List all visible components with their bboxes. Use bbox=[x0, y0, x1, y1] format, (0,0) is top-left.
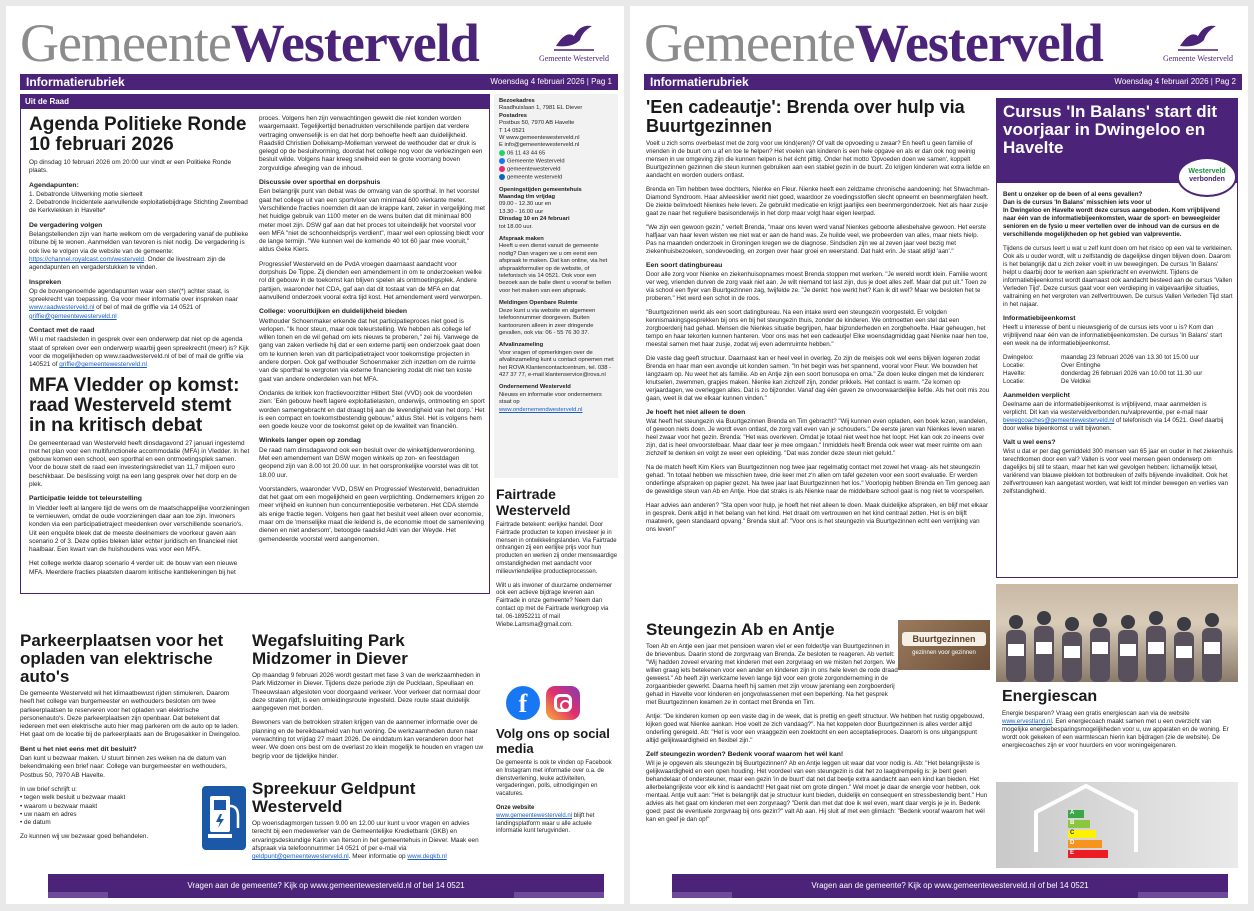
wegafsluiting-title: Wegafsluiting Park Midzomer in Diever bbox=[252, 632, 408, 668]
contact-heading: Contact met de raad bbox=[29, 327, 95, 335]
cursus-intro: Dan is de cursus 'In Balans' misschien iets voor u! bbox=[1003, 199, 1152, 206]
ondernemend-text: Nieuws en informatie voor ondernemers staat op bbox=[499, 391, 602, 406]
list-item: • uw naam en adres bbox=[20, 810, 77, 818]
ondernemend-link[interactable]: www.ondernemendwesterveld.nl bbox=[499, 406, 583, 413]
instagram-name[interactable]: gemeentewesterveld bbox=[507, 166, 561, 173]
mfa-title: MFA Vledder op komst: raad Westerveld stemt in na kritisch debat bbox=[29, 374, 240, 436]
cadeautje-text: "We zijn een gewoon gezin," vertelt Brenda, "maar ons leven werd vanaf Nienkes geboorte allesbehalve gewoon. Het eerste halfjaar van haar leven wisten we niet wat er aan de hand was. Ze huilde veel, we probeerden van alles, maar niets hielp. Pas na maanden onderzoek in Groningen kregen we de diagnose. Sindsdien zijn we al zeven jaar veel bezig met ziekenhuisbezoeken, sondevoeding, en zorgen over haar groei en weerstand. Dat hakt erin. Je staat altijd 'aan'." bbox=[646, 224, 987, 255]
energy-label-letter: C bbox=[1070, 830, 1075, 836]
cadeautje-text: Na de match heeft Kim Kiers van Buurtgezinnen nog twee jaar regelmatig contact met zowel het vraag- als het steungezin gehad. "In totaal hebben we misschien twee, drie keer met z'n allen om tafel gezeten voor een soort evaluatie. Er werden onderlinge afspraken op papier gezet. Na twee jaar laat Buurtgezinnen het los." Voorlopig hebben Brenda en Tim genoeg aan de geweldige steun van Ab en Antje. Hoe dat straks is als Nienke naar de middelbare school gaat is nog niet te voorspellen. bbox=[646, 464, 990, 495]
inspreken-text: Op de bovengenoemde agendapunten waar een ster(*) achter staat, is spreekrecht van toepassing. Ga voor meer informatie over inspreken naar www.raadwesterveld.nl of bel of mail de griffie via 14 0521 of griffie@gemeentewesterveld.nl bbox=[29, 287, 238, 320]
energy-label-letter: E bbox=[1070, 850, 1075, 856]
meld-text: Deze kunt u via website en algemeen telefoonnummer doorgeven. Buiten kantooruren alleen in zeer dringende gevallen, ook via: 06 - 55 76 30 37. bbox=[499, 307, 596, 336]
footer-stripe bbox=[1138, 892, 1228, 898]
energy-label-letter: D bbox=[1070, 840, 1075, 846]
info-bar-date: Woensdag 4 februari 2026 | Pag 2 bbox=[1114, 77, 1236, 86]
page-2 bbox=[630, 6, 1248, 904]
agenda-point: 1. Debatronde Uitwerking motie sierteelt bbox=[29, 190, 143, 198]
bird-logo-icon bbox=[1176, 20, 1220, 52]
griffie-email-link[interactable]: griffie@gemeentewesterveld.nl bbox=[29, 312, 117, 320]
cursus-text: Wist u dat er per dag gemiddeld 300 mensen van 65 jaar en ouder in het ziekenhuis terechtkomen door een val? Vallen is voor veel mensen geen onderwerp om dagelijks bij stil te staan, maar het kan wel gevolgen hebben: lichamelijk letsel, variërend van blauwe plekken tot botbreuken of zelfs blijvende invaliditeit. Ook het zelfvertrouwen kan aangetast worden, wat leidt tot minder bewegen en verlies van zelfstandigheid. bbox=[1003, 448, 1233, 495]
cursus-text: Heeft u interesse of bent u nieuwsgierig of de cursus iets voor u is? Kom dan vrijblijvend naar één van de informatiebijeenkomsten. De cursus 'In Balans' start een week na de informatiebijeenkomst. bbox=[1003, 324, 1223, 347]
linkedin-icon bbox=[499, 174, 505, 180]
cadeautje-text: Door alle zorg voor Nienke en ziekenhuisopnames moest Brenda stoppen met werken. "Je wereld wordt klein. Familie woont ver weg, vrienden durven de zorg vaak niet aan. Je wilt niemand tot last zijn, dus je doet alles zelf. Maar dat put uit." Toen ze via school een flyer van Buurtgezinnen zag, twijfelde ze. "Je denkt: hoe werkt het? Kan ik dit wel? Maar we besloten het te proberen." Het werd een schot in de roos. bbox=[646, 271, 987, 302]
cadeautje-text: Haar advies aan anderen? "Sta open voor hulp, je hoeft het niet alleen te doen. Maak duidelijke afspraken, en blijf met elkaar in gesprek. Denk altijd in het belang van het kind. Het draait om vertrouwen en het kind centraal zetten. Het is en blijft maatwerk, geen standaard opvang." Brenda sluit af: "Voor ons is het steungezin via Buurtgezinnen echt een verrijking van ons leven!" bbox=[646, 502, 989, 533]
logo-text: Gemeente Westerveld bbox=[1162, 54, 1234, 63]
table-row bbox=[1003, 378, 1233, 386]
schedule-label: Havelte: bbox=[1003, 370, 1026, 377]
inspreken-heading: Inspreken bbox=[29, 278, 62, 286]
raad-header: Uit de Raad bbox=[21, 95, 489, 109]
social-text: De gemeente is ook te vinden op Facebook en Instagram met informatie over o.a. de dienstverlening, leuke activiteiten, vergaderingen, polls, uitnodigingen en vacatures. bbox=[496, 760, 612, 798]
buurtgezinnen-logo-text: Buurtgezinnen bbox=[902, 632, 986, 646]
website[interactable]: W www.gemeentewesterveld.nl bbox=[499, 135, 580, 142]
footer-stripe bbox=[514, 892, 604, 898]
schedule-label: Dwingeloo: bbox=[1003, 354, 1034, 361]
raad-subheading: College: vooruitkijken en duidelijkheid bieden bbox=[259, 308, 408, 316]
footer-bar bbox=[672, 874, 1228, 898]
group-photo bbox=[996, 584, 1238, 682]
cursus-subheading: Aanmelden verplicht bbox=[1003, 392, 1070, 399]
raad-paragraph: Wethouder Schoenmaker erkende dat het participatieproces niet goed is verlopen. "Ik hoor steun, maar ook teleurstelling. We hebben als college lef willen tonen en de wil gehad om iets nieuws te proberen," zei hij. Vanwege de gang van zaken verliede hij dat er een externe partij een onderzoek gaat doen om te kunnen leren van dit participatietraject voor toekomstige projecten in andere dorpen. Ook gaf wethouder Schoenmaker zich inzetten om de ruimte van de sporthal te vergroten via externe financiering zodat dit niet ten koste gaat van andere onderdelen van het MFA. bbox=[259, 317, 480, 383]
masthead-gemeente: Gemeente bbox=[20, 13, 231, 73]
masthead-westerveld: Westerveld bbox=[854, 13, 1103, 73]
raad-subheading: Discussie over sporthal en dorpshuis bbox=[259, 179, 381, 187]
info-bar-label: Informatierubriek bbox=[26, 75, 125, 89]
facebook-icon bbox=[499, 158, 505, 164]
opening-line: Dinsdag 10 en 24 februari bbox=[499, 216, 570, 223]
social-section bbox=[496, 726, 618, 868]
parkeer-text: Dan kunt u bezwaar maken. U stuurt binnen zes weken na de datum van bekendmaking een brief naar: College van burgemeester en wethouders, Postbus 50, 7970 AB Havelte. bbox=[20, 755, 227, 779]
mfa-subheading: Participatie leidde tot teleurstelling bbox=[29, 495, 142, 503]
afval-heading: Afvalinzameling bbox=[499, 342, 544, 349]
volgen-text: Belangstellenden zijn van harte welkom om de vergadering vanaf de publieke tribune bij te wonen. Aanmelden van tevoren is niet nodig. De vergadering is ook live te volgen via de website van de gemeente: https://channel.royalcast.com/westerveld. Onder de livestream zijn de agendapunten en vergaderstukken te vinden. bbox=[29, 231, 249, 272]
table-row bbox=[1003, 354, 1233, 362]
energiescan-title: Energiescan bbox=[1002, 688, 1098, 705]
cadeautje-subheading: Een soort datingbureau bbox=[646, 262, 723, 269]
livestream-link[interactable]: https://channel.royalcast.com/westerveld bbox=[29, 255, 145, 263]
raad-paragraph: proces. Volgens hen zijn verwachtingen gewekt die niet konden worden waargemaakt. Tegelijkertijd benadrukten verschillende partijen dat verdere vertraging onwenselijk is en dat het dorp behoefte heeft aan duidelijkheid. Raadslid Christien Dollekamp-Molleman verweet de wethouder dat er druk is gelegd op de besluitvorming, doordat het college nog voor de verkiezingen een besluit wilde. Volgens haar kreeg snelheid een te grote voorrang boven zorgvuldige afweging van de inhoud. bbox=[259, 115, 483, 172]
energiescan-text: Energie besparen? Vraag een gratis energiescan aan via de website www.ervestland.nl. Een energiecoach maakt samen met u een overzicht van mogelijke energiebesparingsmogelijkheden voor u, uw apparaten en de woning. Er wordt ook gekeken of een warmtescan hierin kan bijdragen (zie de website). De energiecoaches zijn er voor huurders en voor woningeigenaren. bbox=[1002, 710, 1229, 749]
spreekuur-section bbox=[252, 780, 488, 868]
parkeer-text: De gemeente Westerveld wil het klimaatbewust rijden stimuleren. Daarom heeft het college van burgemeester en wethouders besloten om twee parkeerplaatsen te reserveren voor het opladen van elektrische personenauto's. Deze parkeerplaatsen zijn openbaar. Dat betekent dat iedereen met een elektrische auto hier mag parkeren om de auto op te laden. Het gaat om de locatie bij de parkeerplaats aan de Brugesakker in Dwingeloo. bbox=[20, 690, 241, 739]
wegafsluiting-text: Bewoners van de betrokken straten krijgen van de aannemer informatie over de planning en de bereikbaarheid van hun woning. De werkzaamheden duren naar verwachting tot vrijdag 27 maart 2026. De einddatum kan veranderen door het weer. We doen ons best om de overlast zo klein mogelijk te houden en vragen uw begrip voor de tijdelijke hinder. bbox=[252, 719, 484, 760]
email[interactable]: E info@gemeentewesterveld.nl bbox=[499, 142, 580, 149]
cursus-schedule bbox=[1003, 354, 1233, 386]
badge-line: verbonden bbox=[1189, 176, 1225, 183]
website-heading: Onze website bbox=[496, 804, 535, 811]
raad-paragraph: Een belangrijk punt van debat was de omvang van de sporthal. In het voorstel gaat het college uit van een sportvloer van minimaal 600 vierkante meter. Verschillende fracties noemden dit aan de krappe kant, zeker in vergelijking met het huidige gebruik van 1100 meter en de wens buiten dat dit minimaal 800 meter moet zijn. DSW gaf aan dat het proces tot uiteindelijk het voorstel voor een MFA "niet de schoonheidsprijs verdient", maar wel een oplossing biedt voor de lange termijn. "We kunnen wel de komende 40 tot 60 jaar mee vooruit," aldus Geke Kiers. bbox=[259, 188, 485, 254]
afspraak-text: Heeft u een dienst vanuit de gemeente nodig? Dan vragen we u om eerst een afspraak te maken. Dat kan online, via het afspraakformulier op de website, of telefonisch via 14 0521. Ook voor een bezoek aan de balie dient u vooraf te bellen voor het maken van een afspraak. bbox=[499, 243, 612, 294]
info-bar-label: Informatierubriek bbox=[650, 75, 749, 89]
table-row bbox=[1003, 370, 1233, 378]
masthead-westerveld: Westerveld bbox=[230, 13, 479, 73]
whatsapp-number[interactable]: 06 11 43 44 65 bbox=[507, 150, 546, 157]
geldpunt-email-link[interactable]: geldpunt@gemeentewesterveld.nl bbox=[252, 853, 349, 861]
house-energy-icon bbox=[996, 782, 1238, 868]
list-item: • waarom u bezwaar maakt bbox=[20, 802, 98, 810]
parkeer-text: Zo kunnen wij uw bezwaar goed behandelen. bbox=[20, 833, 149, 841]
list-item: • tegen welk besluit u bezwaar maakt bbox=[20, 794, 126, 802]
raad-paragraph: Progressief Westerveld en de PvdA vroegen daarnaast aandacht voor dorpshuis De Tippe. Zij dienden een amendement in om te onderzoeken welke rol dit gebouw in de toekomst kan blijven spelen als ontmoetingsplek. Andere partijen, waaronder het CDA, gaf aan dat dit tostaat van de MFA en dat aanvullend onderzoek vooral extra tijd kost. Het amendement werd verworpen. bbox=[259, 260, 482, 301]
fairtrade-text: Fairtrade betekent: eerlijke handel. Door Fairtrade producten te kopen investeer je in mensen in ontwikkelingslanden. Via Fairtrade ontvangen zij een eerlijke prijs voor hun producten en werken zij onder menswaardige omstandigheden met aandacht voor milieuvriendelijke productieprocessen. bbox=[496, 522, 618, 575]
schedule-value: De Veldkei bbox=[1061, 378, 1091, 385]
contact-sidebar bbox=[494, 94, 618, 478]
website-text: blijft het landingsplatform waar u alle actuele informatie kunt terugvinden. bbox=[496, 812, 595, 835]
cursus-text: Deelname aan de informatiebijeenkomst is vrijblijvend, maar aanmelden is verplicht. Dit kan via westerveldverbonden.nu/valpreventie, per e-mail naar bewegcoaches@gemeentewesterveld.nl of telefonisch via 14 0521. Geef daarbij door welke bijeenkomst u wilt bijwonen. bbox=[1003, 401, 1224, 432]
info-bar bbox=[20, 74, 618, 90]
linkedin-name[interactable]: gemeente westerveld bbox=[507, 174, 563, 181]
facebook-name[interactable]: Gemeente Westerveld bbox=[507, 158, 565, 165]
opening-line: Maandag t/m vrijdag bbox=[499, 194, 556, 200]
contact-text: Wil u met raadsleden in gesprek over een onderwerp dat niet op de agenda staat of spreken over een onderwerp waarbij geen spreekrecht (meer) is? Kijk voor de mogelijkheden op www.raadwesterveld.nl of bel of mail de griffie via 140521 of griffie@gemeentewesterveld.nl bbox=[29, 336, 249, 369]
buurtgezinnen-logo-sub: gezinnen voor gezinnen bbox=[912, 650, 976, 656]
logo-text: Gemeente Westerveld bbox=[538, 54, 610, 63]
cadeautje-text: Wat heeft het steungezin via Buurtgezinnen Brenda en Tim gebracht? "Wij kunnen even opladen, een boek lezen, wandelen, of gewoon niets doen. Je wordt even ontlast, de zorg valt even van je schouders." De eerste jaren van Nienkes leven waren heel zwaar voor het gezin. Brenda: "Het was overleven. Omdat je totaal niet weet hoe het loopt. Het kan ook zo ineens over zijn, dat is heel onvoorstelbaar. Maar daar leer je mee omgaan." Inmiddels heeft Brenda ook weer wat meer ruimte om aan zichzelf te denken en volgt ze weer een opleiding. "Dat was zonder deze steun niet gelukt." bbox=[646, 418, 988, 457]
agenda-title: Agenda Politieke Ronde 10 februari 2026 bbox=[29, 115, 247, 155]
wegafsluiting-text: Op maandag 9 februari 2026 wordt gestart met fase 3 van de werkzaamheden in Park Midzomer in Diever. Tijdens deze periode zijn de Pucklaan, Speullaan en Theeuwslaan afgesloten voor doorgaand verkeer. Voor verkeer dat normaal door deze straten rijdt, is een omleidingsroute ingesteld. Deze route staat duidelijk aangegeven met borden. bbox=[252, 672, 481, 713]
cadeautje-text: "Buurtgezinnen werkt als een soort datingbureau. Na een intake werd een steungezin voorgesteld. Er volgden kennismakingsgesprekken bij ons en bij het steungezin thuis, zonder de kinderen. We ontmoetten een stel dat een zorgboerderij had gehad. Mensen die Nienkes situatie begrijpen, haar bijzonderheden en zorgbehoefte. Haar geheugen, het tempo en haar tekorten kunnen hanteren. Voor ons was het een cadeautje! Elke woensdagmiddag gaat Nienke naar hen toe, meestal samen met haar zusje, zodat wij even ademruimte hebben." bbox=[646, 309, 989, 348]
info-bar bbox=[644, 74, 1242, 90]
fairtrade-title: Fairtrade Westerveld bbox=[496, 486, 571, 518]
schedule-label: Locatie: bbox=[1003, 362, 1025, 369]
ev-charging-icon bbox=[202, 786, 246, 850]
cadeautje-subheading: Je hoeft het niet alleen te doen bbox=[646, 409, 746, 416]
meld-heading: Meldingen Openbare Ruimte bbox=[499, 300, 578, 307]
facebook-icon[interactable]: f bbox=[506, 686, 540, 720]
agenda-intro: Op dinsdag 10 februari 2026 om 20:00 uur vindt er een Politieke Ronde plaats. bbox=[29, 159, 232, 175]
cursus-title: Cursus 'In Balans' start dit voorjaar in Dwingeloo en Havelte bbox=[1003, 102, 1218, 157]
footer-text: Vragen aan de gemeente? Kijk op www.gemeentewesterveld.nl of bel 14 0521 bbox=[187, 881, 465, 890]
spreekuur-text: Op woensdagmorgen tussen 9.00 en 12.00 uur kunt u voor vragen en advies terecht bij een medewerker van de Gemeentelijke Kredietbank (GKB) en ervaringsdeskundige Karin van Iterson in het gemeentehuis in Diever. Maak een afspraak via telefoonnummer 14 0521 of per e-mail via geldpunt@gemeentewesterveld.nl. Meer informatie op www.degkb.nl bbox=[252, 820, 479, 861]
group-photo-illustration bbox=[996, 584, 1238, 682]
mfa-paragraph: In Vledder leeft al langere tijd de wens om de maatschappelijke voorzieningen te vernieuwen, omdat de oude voorzieningen daar aan toe zijn. Inwoners konden via een participatietraject meedenken over verschillende scenario's. Uit een enquête bleek dat de meeste deelnemers de voorkeur gaven aan scenario 2 of 3. Deze opties bleken later echter juridisch en financieel niet haalbaar. Een kwart van de huishoudens was voor een MFA. bbox=[29, 504, 250, 554]
energy-label-letter: B bbox=[1070, 820, 1075, 826]
footer-stripe bbox=[672, 892, 732, 898]
bezoek-heading: Bezoekadres bbox=[499, 98, 535, 104]
raad-col-2 bbox=[259, 115, 485, 593]
energiescan-section bbox=[996, 686, 1238, 868]
footer-text: Vragen aan de gemeente? Kijk op www.gemeentewesterveld.nl of bel 14 0521 bbox=[811, 881, 1089, 890]
beweegcoaches-email-link[interactable]: bewegcoaches@gemeentewesterveld.nl bbox=[1003, 417, 1115, 424]
fairtrade-section bbox=[496, 486, 618, 666]
cursus-box bbox=[996, 98, 1238, 578]
badge-line: Westerveld bbox=[1188, 168, 1226, 175]
gkb-website-link[interactable]: www.degkb.nl bbox=[407, 853, 447, 861]
raad-subheading: Winkels langer open op zondag bbox=[259, 437, 361, 445]
instagram-icon[interactable] bbox=[546, 686, 580, 720]
masthead-gemeente: Gemeente bbox=[644, 13, 855, 73]
page-1 bbox=[6, 6, 624, 904]
afspraak-heading: Afspraak maken bbox=[499, 236, 544, 243]
parkeer-subheading: Bent u het niet eens met dit besluit? bbox=[20, 745, 137, 753]
phone[interactable]: T 14 0521 bbox=[499, 127, 526, 134]
energiescan-link[interactable]: www.ervestland.nl bbox=[1002, 718, 1052, 725]
post-heading: Postadres bbox=[499, 112, 528, 119]
agenda-points-heading: Agendapunten: bbox=[29, 181, 79, 189]
agenda-point: 2. Debatronde Incidentele aanvullende exploitatiebijdrage Stichting Zwembad de Kerkvlekken in Havelte* bbox=[29, 199, 248, 215]
raad-paragraph: De raad nam dinsdagavond ook een besluit over de winkeltijdenverordening. Met een amendement van DSW mogen winkels op zon- en feestdagen geopend zijn van 8.00 tot 20.00 uur. In het oorspronkelijke voorstel was dit tot 18.00 uur. bbox=[259, 446, 478, 479]
cursus-intro: In Dwingeloo en Havelte wordt deze cursus aangeboden. Kom vrijblijvend naar één van de informatiebijeenkomsten, waar de sport- en beweegleider senioren en de fysio u meer vertellen over de inhoud van de cursus en de verschillende mogelijkheden op het gebied van valpreventie. bbox=[1003, 207, 1221, 238]
raad-paragraph: Ondanks de kritiek kon fractievoorzitter Hilbert Stel (VVD) ook de voordelen zien: 'Eén gebouw heeft lagere exploitatielasten, onderwijs, ontmoeting en sport worden samengebracht en dat draagt bij aan de levendigheid van het dorp.' Het is een compact en toekomstbestendig gebouw," aldus Stel. Het is volgens hem een goede keuze voor de toekomst gelet op de kwaliteit van financiën. bbox=[259, 389, 485, 431]
mfa-paragraph: De gemeenteraad van Westerveld heeft dinsdagavond 27 januari ingestemd met het plan voor een multifunctionele accommodatie (MFA) in Vledder. In het gebouw komen een school, een sporthal en een ontmoetingsplek samen. Voor de bouw stelt de raad een investeringskrediet van 11,7 miljoen euro beschikbaar. De beslissing volgt na een lang gesprek over het dorp en de plek. bbox=[29, 439, 250, 489]
steungezin-text: Wil je je opgeven als steungezin bij Buurtgezinnen? Ab en Antje leggen uit waar dat voor nodig is. Ab: "Het belangrijkste is gelijkwaardigheid en een open houding. Het voordeel van een steungezin is dat het zo laagdrempelig is: je bent geen behandelaar of ondersteuner, maar een gezin 'in de buurt' dat net dat beetje extra aandacht aan een kind kan bieden. Het allerbelangrijkste voor elk kind is aandacht! Het gaat niet om grote dingen." Wel moet je daar de energie voor hebben, ook mentaal. Antje vult aan: "Het is belangrijk dat je structuur kunt bieden, duidelijk en consequent en stressbestendig bent." Hun advies als het gaat om kinderen met een zorgvraag? "Denk dan met dat doe ik wel even, want daar vergis je je in. Bedenk goed: past de eventuele zorgvraag bij ons gezin?" valt Ab aan. Hij sluit af met een glimlach: "Bedenk vooraf waarom het wél kan en geef je dan op!" bbox=[646, 760, 988, 823]
whatsapp-icon bbox=[499, 150, 505, 156]
steungezin-title: Steungezin Ab en Antje bbox=[646, 620, 835, 639]
masthead bbox=[20, 12, 479, 72]
energy-label-letter: A bbox=[1070, 810, 1075, 816]
social-title: Volg ons op social media bbox=[496, 726, 610, 756]
bird-logo-icon bbox=[552, 20, 596, 52]
footer-bar bbox=[48, 874, 604, 898]
gemeente-logo bbox=[1158, 20, 1238, 70]
masthead bbox=[644, 12, 1103, 72]
bezoek-address: Raadhuislaan 1, 7981 EL Diever bbox=[499, 105, 583, 112]
table-row bbox=[1003, 362, 1233, 370]
schedule-value: Over Entinghe bbox=[1061, 362, 1101, 369]
cadeautje-text: Voelt u zich soms overbelast met de zorg voor uw kind(eren)? Of valt de opvoeding u zwaar? En heeft u geen familie of vrienden in de buurt om u af en toe te helpen? Het voelen van kinderen is een hele opgave en als er dan ook nog weinig mensen in uw omgeving zijn die kunnen helpen is het écht pittig. Onder het motto 'Opvoeden doen we samen', koppelt Buurtgezinnen gezinnen die steun kunnen gebruiken aan een stabiel gezin in de buurt. Zo krijgen kinderen wat extra liefde en aandacht en worden ouders ontlast. bbox=[646, 140, 990, 179]
wegafsluiting-section bbox=[252, 632, 488, 776]
spreekuur-title: Spreekuur Geldpunt Westerveld bbox=[252, 780, 416, 816]
energy-label-image bbox=[996, 782, 1238, 868]
opening-line: 13.30 - 16.00 uur bbox=[499, 208, 544, 215]
cadeautje-article bbox=[646, 98, 990, 618]
afval-text: Voor vragen of opmerkingen over de afvalinzameling kunt u contact opnemen met het ROVA Klantencontactcentrum, tel. 038 - 427 37 77, e-mail klantenservice@rova.nl bbox=[499, 349, 614, 378]
ondernemend-heading: Ondernemend Westerveld bbox=[499, 384, 571, 391]
steungezin-text: Toen Ab en Antje een jaar met pensioen waren viel er een folder/tje van Buurtgezinnen in de brievenbus. Daarin stond de zorgvraag van Brenda. Ze besloten te reageren. Ab vertelt: "Wij hadden zoveel ervaring met kinderen met een zorgvraag en we misten het zorgen. We willen graag iets betekenen voor een ander en kinderen zijn in ons hele leven de rode draad geweest." Ab heeft zijn werkzame leven lange tijd voor een grote zorgonderneming in de zorgaanbieder gewerkt. Daarna heeft hij samen met zijn vrouw jarenlang een zorgboerderij gehad in Havelte voor kinderen en jongvolwassenen met een beperking. Na het gesprek met Buurtgezinnen kwamen ze in contact met Brenda en Tim. bbox=[646, 643, 898, 706]
list-item: • de datum bbox=[20, 819, 51, 827]
schedule-value: donderdag 26 februari 2026 van 10.00 tot 11.30 uur bbox=[1061, 370, 1203, 377]
parkeer-title: Parkeerplaatsen voor het opladen van elektrische auto's bbox=[20, 632, 224, 686]
schedule-label: Locatie: bbox=[1003, 378, 1025, 385]
footer-stripe bbox=[48, 892, 108, 898]
info-bar-date: Woensdag 4 februari 2026 | Pag 1 bbox=[490, 77, 612, 86]
raad-paragraph: Voorstanders, waaronder VVD, DSW en Progressief Westerveld, benadrukten dat het gaat om een mogelijkheid en geen verplichting. Ondernemers krijgen zo meer vrijheid en kunnen hun concurrentiepositie verbeteren. Het CDA stemde als enige fractie tegen. Volgens hen gaat het besluit veel alleen over economie, maar om de 'menselijke maat die leidend is, de economie moet de samenleving dienen en niet andersom', betoogde raadslid Adri van der Weyde. Het gemendeerde voorstel werd aangenomen. bbox=[259, 485, 485, 543]
uit-de-raad-box bbox=[20, 94, 490, 594]
social-icons bbox=[506, 686, 586, 722]
raad-col-1 bbox=[29, 115, 251, 593]
cadeautje-title: 'Een cadeautje': Brenda over hulp via Buurtgezinnen bbox=[646, 98, 965, 136]
opening-line: 09.00 - 12.30 uur en bbox=[499, 201, 552, 208]
cadeautje-text: Die vaste dag geeft structuur. Daarnaast kan er heel veel in overleg. Zo zijn de meisjes ook wel eens blijven logeren zodat Brenda en haar man een avondje uit konden samen. "In het begin was het spannend, vooral voor Fleur. We bouwden het langzaam op. Nu weet het als familie. Ab en Antje zijn een soort bonusopa en oma." Ze doen leuke dingen met de kinderen: knutselen, zwemmen, grapjes maken. Nienke kan zichzelf zijn, zonder prikkels. Het contact is warm. "Ze komen op verjaardagen, we overleggen alles. Dat is zo bijzonder. Vanaf dag één gaven ze onvoorwaardelijke liefde. Als het ooit mis zou gaan, weet ik dat we elkaar kunnen vinden." bbox=[646, 355, 990, 402]
mfa-paragraph: Het college werkte daarop scenario 4 verder uit: de bouw van een nieuwe MFA. Meerdere fracties plaatsten daarom kritische kanttekeningen bij het bbox=[29, 560, 238, 576]
gemeente-logo bbox=[534, 20, 614, 70]
website-link[interactable]: www.gemeentewesterveld.nl bbox=[496, 812, 573, 819]
parkeer-text: In uw brief schrijft u: bbox=[20, 785, 77, 793]
buurtgezinnen-logo bbox=[898, 620, 990, 670]
steungezin-text: Antje: "De kinderen komen op een vaste dag in de week, dat is prettig en geeft structuur. We hebben het rustig opgebouwd, kijken goed wat Nienke aankan. Hoe voelt ze zich vandaag?". Na het koppelen door Buurtgezinnen is alles verder altijd onderling geregeld. Ab: "Het is voor een vraaggezin een zoektocht en een acceptatieproces. Daarom is ons uitgangspunt altijd gelijkwaardigheid en flexibel zijn." bbox=[646, 713, 985, 744]
volgen-heading: De vergadering volgen bbox=[29, 221, 103, 229]
instagram-icon bbox=[499, 166, 505, 172]
schedule-value: maandag 23 februari 2026 van 13.30 tot 15.00 uur bbox=[1061, 354, 1199, 361]
cursus-text: Tijdens de cursus leert u wat u zelf kunt doen om het risico op een val te verkleinen. Ook als u ouder wordt, wilt u zelfstandig de dagelijkse dingen blijven doen. Daarom is het belangrijk dat u zich zeker voelt in uw bewegingen. De cursus 'In Balans' helpt u daarbij door te werken aan spierkracht en evenwicht. Tijdens de informatiebijeenkomst wordt daarnaast ook aandacht besteed aan de cursus 'Vallen Verleden Tijd'. Deze cursus gaat voor een verdieping in valgevaarlijke situaties, valtraining en het vergroten van zelfvertrouwen. De cursus Vallen Verleden Tijd start in het najaar. bbox=[1003, 245, 1233, 308]
raad-website-link[interactable]: www.raadwesterveld.nl bbox=[29, 304, 95, 312]
griffie-email-link[interactable]: griffie@gemeentewesterveld.nl bbox=[59, 361, 147, 369]
opening-heading: Openingstijden gemeentehuis bbox=[499, 186, 582, 193]
cadeautje-text: Brenda en Tim hebben twee dochters, Nienke en Fleur. Nienke heeft een zeldzame chronische aandoening: het Shwachman-Diamond Syndroom. Haar alvleesklier werkt niet goed, waardoor ze voedingsstoffen slecht opneemt en beenmergfalen heeft. De ziekte beïnvloedt Nienkes hele leven. Ze gebruikt medicatie en krijgt jaarlijks een beenmergonderzoek. Net als haar zusje gaat ze naar het reguliere basisonderwijs in het dorp maar volgt haar eigen leerpad. bbox=[646, 186, 990, 217]
fairtrade-text: Wilt u als inwoner of duurzame ondernemer ook een actieve bijdrage leveren aan Fairtrade in onze gemeente? Neem dan contact op met de Fairtrade werkgroep via tel. 06-18952211 of mail Wiebe.Lamsma@gmail.com. bbox=[496, 582, 613, 628]
steungezin-subheading: Zelf steungezin worden? Bedenk vooraf waarom het wél kan! bbox=[646, 751, 844, 758]
post-address: Postbus 50, 7970 AB Havelte bbox=[499, 120, 575, 127]
cursus-subheading: Informatiebijeenkomst bbox=[1003, 315, 1076, 322]
cursus-subheading: Valt u wel eens? bbox=[1003, 439, 1056, 446]
cursus-intro: Bent u onzeker op de been of al eens gevallen? bbox=[1003, 191, 1143, 198]
opening-line: tot 18.00 uur. bbox=[499, 223, 533, 230]
